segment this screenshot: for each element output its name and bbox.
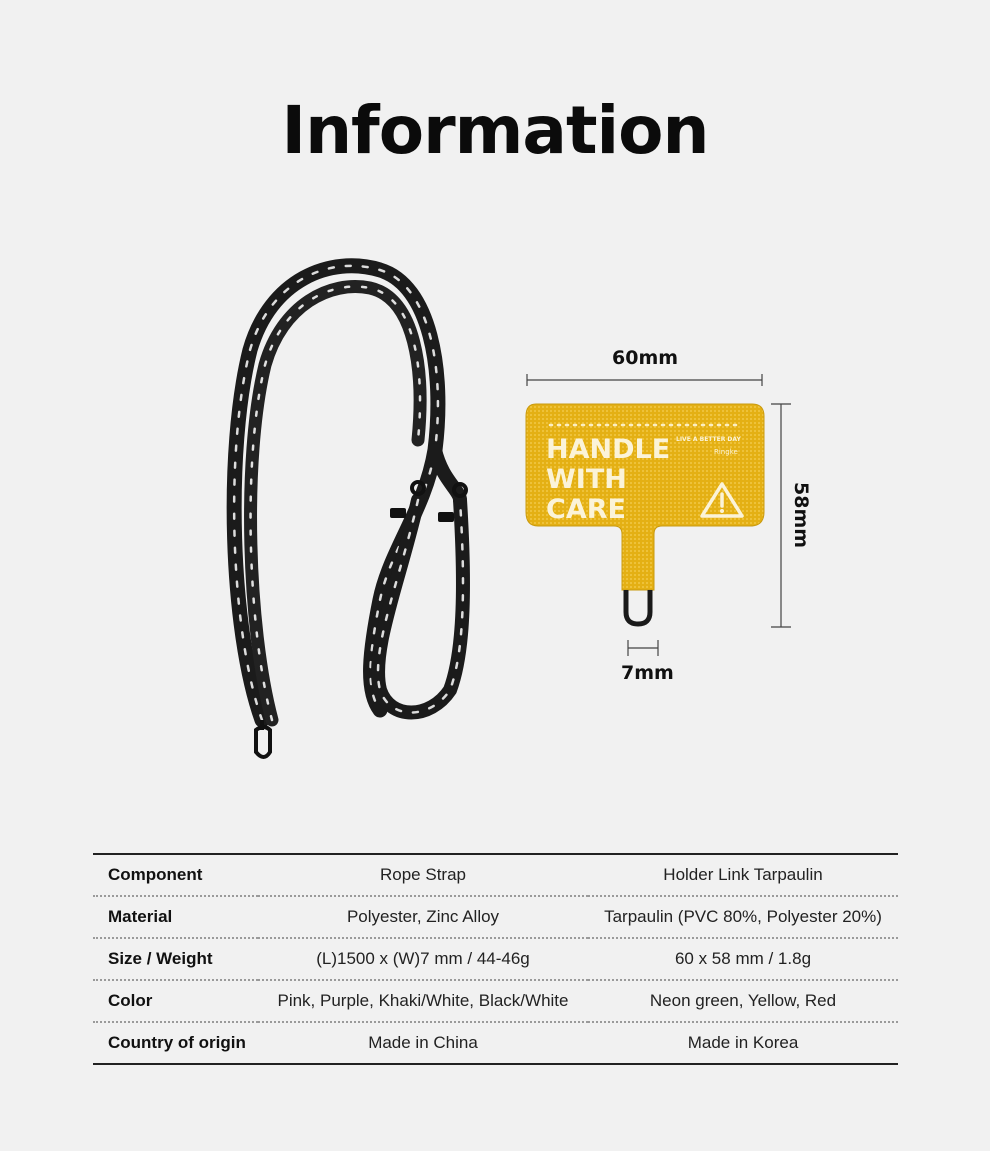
ring-dimension-label: 7mm (621, 662, 674, 684)
svg-text:WITH: WITH (546, 464, 627, 495)
svg-text:LIVE A BETTER DAY: LIVE A BETTER DAY (676, 436, 741, 443)
table-row (93, 980, 898, 1022)
page-title: Information (281, 92, 709, 169)
tarpaulin-cell: Holder Link Tarpaulin (663, 865, 823, 884)
table-row (93, 938, 898, 980)
holder-link-tag-image (522, 402, 766, 632)
height-dimension-label: 58mm (790, 482, 812, 549)
row-label: Component (108, 865, 203, 884)
row-label: Color (93, 980, 258, 1022)
tarpaulin-cell: Neon green, Yellow, Red (588, 980, 898, 1022)
table-row (93, 896, 898, 938)
table-row (93, 854, 898, 896)
svg-text:Ringke: Ringke (714, 448, 738, 456)
rope-strap-image (220, 250, 490, 790)
rope-strap-cell: Polyester, Zinc Alloy (258, 896, 588, 938)
table-row (93, 1022, 898, 1064)
rope-strap-cell: Rope Strap (380, 865, 466, 884)
svg-text:CARE: CARE (546, 494, 626, 525)
spec-table (93, 853, 898, 1065)
tarpaulin-cell: 60 x 58 mm / 1.8g (588, 938, 898, 980)
tarpaulin-cell: Tarpaulin (PVC 80%, Polyester 20%) (588, 896, 898, 938)
row-label: Material (93, 896, 258, 938)
width-dimension-label: 60mm (612, 347, 679, 369)
rope-strap-cell: Pink, Purple, Khaki/White, Black/White (258, 980, 588, 1022)
row-label: Country of origin (93, 1022, 258, 1064)
rope-strap-cell: (L)1500 x (W)7 mm / 44-46g (258, 938, 588, 980)
row-label: Size / Weight (93, 938, 258, 980)
svg-text:HANDLE: HANDLE (546, 434, 671, 465)
tarpaulin-cell: Made in Korea (588, 1022, 898, 1064)
rope-strap-cell: Made in China (258, 1022, 588, 1064)
